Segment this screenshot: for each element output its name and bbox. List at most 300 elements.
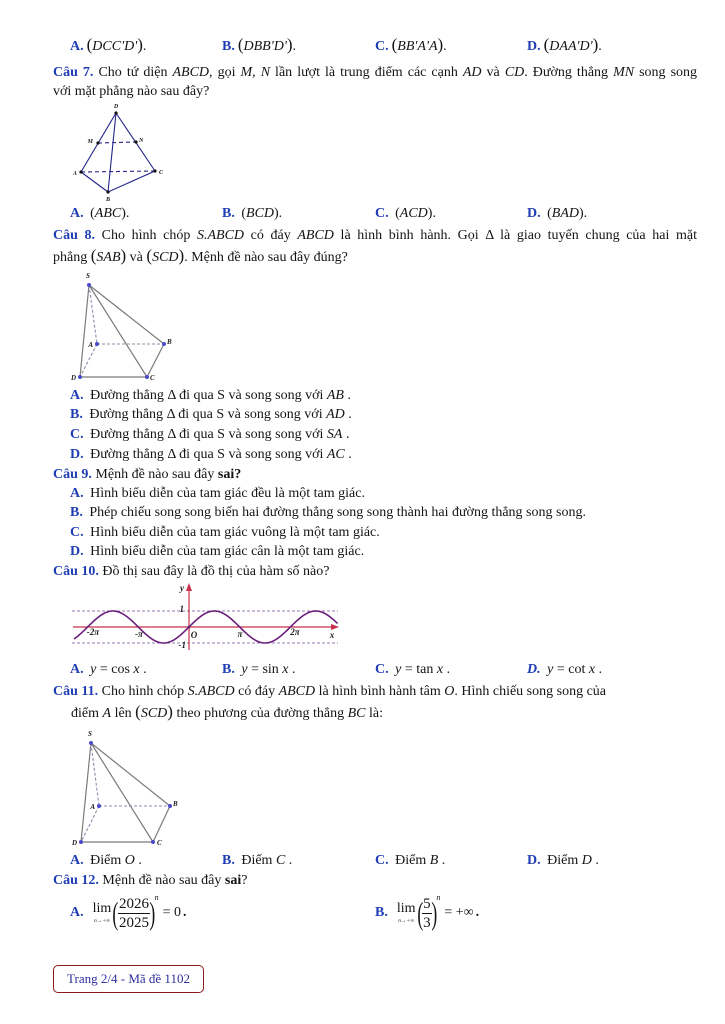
parenthesis: ( <box>237 35 244 54</box>
math-expression: MN <box>613 65 635 80</box>
text-segment: Đường thẳng <box>86 388 168 403</box>
lim-subscript: n→+∞ <box>94 917 110 924</box>
text-segment: ( <box>86 206 95 221</box>
option-text <box>543 35 602 54</box>
tick-label-minus-pi: -π <box>135 629 143 639</box>
option-text <box>392 853 446 868</box>
option-text <box>86 505 586 520</box>
edge-sa-dashed <box>89 285 97 344</box>
math-expression: S.ABCD <box>187 684 235 699</box>
math-expression: M, N <box>240 65 271 80</box>
text-segment: . <box>288 662 296 677</box>
text-segment: có đáy <box>234 684 279 699</box>
question-text <box>92 467 241 482</box>
edge-sc <box>89 285 147 377</box>
text-segment: Cho hình chóp <box>98 684 188 699</box>
option-text <box>87 447 352 462</box>
option-letter: B. <box>70 505 83 520</box>
parenthesis: ( <box>543 35 550 54</box>
text-segment: Đường thẳng <box>85 407 167 422</box>
q8-option-b[interactable] <box>70 405 352 424</box>
tick-label-pi: π <box>237 629 243 639</box>
text-segment: đi qua S và song song với <box>175 427 327 442</box>
q6-option-b[interactable] <box>222 36 296 55</box>
lim-subscript: n→+∞ <box>398 917 415 924</box>
point-n <box>134 140 137 143</box>
q8-stem-line-2 <box>53 247 348 266</box>
text-segment: . <box>343 388 351 403</box>
edge-sc <box>91 743 153 842</box>
parenthesis: ) <box>592 35 599 54</box>
point-d <box>78 375 82 379</box>
q12-stem <box>53 871 247 890</box>
option-text <box>392 662 450 677</box>
text-segment: Cho hình chóp <box>95 228 197 243</box>
text-segment: , gọi <box>209 65 241 80</box>
option-letter: C. <box>70 525 84 540</box>
y-axis-arrow-icon <box>186 583 192 591</box>
math-expression: x <box>588 662 596 677</box>
q8-option-d[interactable] <box>70 445 352 464</box>
q6-option-d[interactable] <box>527 36 602 55</box>
option-text <box>87 525 380 540</box>
numerator: 5 <box>423 895 431 912</box>
question-text <box>99 873 248 888</box>
fraction <box>118 895 150 932</box>
text-segment: Δ <box>167 388 176 403</box>
text-segment: . <box>598 39 602 54</box>
math-expression: ACD <box>399 206 428 221</box>
option-letter: A. <box>70 662 84 677</box>
text-segment: ( <box>237 206 247 221</box>
question-text <box>95 228 697 243</box>
label-c: C <box>157 839 162 847</box>
math-expression: BC <box>347 706 366 721</box>
math-expression: D <box>581 853 592 868</box>
text-segment: . Hình chiếu song song của <box>454 684 607 699</box>
label-a: A <box>90 803 95 811</box>
lim-word: lim <box>92 900 112 916</box>
math-expression: ABCD <box>172 65 210 80</box>
denominator: 3 <box>423 914 431 931</box>
text-segment: . <box>134 853 142 868</box>
option-letter: D. <box>70 544 84 559</box>
math-expression: SAB <box>96 250 121 265</box>
fraction <box>422 895 432 932</box>
tick-label-2pi: 2π <box>290 627 300 637</box>
left-paren: ( <box>112 895 119 931</box>
q11-option-c[interactable] <box>375 851 445 870</box>
exponent: n <box>436 893 441 902</box>
option-letter: A. <box>70 486 84 501</box>
text-segment: song song <box>634 65 698 80</box>
label-m: M <box>87 139 93 145</box>
option-letter: A. <box>70 905 84 920</box>
q11-stem-line-1 <box>53 682 606 701</box>
text-segment: Δ <box>167 427 176 442</box>
q9-stem <box>53 465 241 484</box>
question-number: Câu 8. <box>53 228 96 243</box>
text-segment: Điểm <box>391 853 430 868</box>
left-paren: ( <box>416 895 423 931</box>
text-segment: . <box>591 853 599 868</box>
text-segment: và <box>126 250 147 265</box>
text-segment: đi qua S và song song với <box>175 388 327 403</box>
q8-stem-line-1 <box>53 226 697 245</box>
text-segment: Mệnh đề nào sau đây <box>98 873 225 888</box>
q11-option-b[interactable] <box>222 851 292 870</box>
text-segment: = cot <box>553 662 589 677</box>
numerator: 2026 <box>118 895 149 912</box>
text-segment: theo phương của đường thẳng <box>172 706 348 721</box>
text-segment: . Đường thẳng <box>524 65 614 80</box>
q8-option-c[interactable] <box>70 425 349 444</box>
option-letter: C. <box>375 662 389 677</box>
option-letter: D. <box>527 39 541 54</box>
pyramid-figure-q11 <box>60 725 200 855</box>
option-text <box>544 206 588 221</box>
option-letter: A. <box>70 39 84 54</box>
text-segment: Điểm <box>543 853 582 868</box>
q10-option-c[interactable] <box>375 660 450 679</box>
math-expression: DCC'D' <box>92 39 138 54</box>
text-segment: . <box>285 853 293 868</box>
label-a: A <box>72 171 77 177</box>
math-expression: ABCD <box>278 684 316 699</box>
q11-stem-line-2 <box>71 703 383 722</box>
text-segment: ( <box>543 206 552 221</box>
lim-word: lim <box>396 900 416 916</box>
emphasis-text: sai? <box>217 467 242 482</box>
option-letter: B. <box>375 905 388 920</box>
parenthesis: ( <box>391 35 398 54</box>
option-letter: A. <box>70 388 84 403</box>
text-segment: Điểm <box>237 853 276 868</box>
math-expression: B <box>429 853 439 868</box>
point-d <box>114 111 117 114</box>
point-m <box>96 141 99 144</box>
math-expression: O <box>124 853 135 868</box>
question-number: Câu 9. <box>53 467 92 482</box>
origin-point <box>188 626 191 629</box>
text-segment: ( <box>391 206 400 221</box>
edge-ab <box>81 172 108 192</box>
question-number: Câu 12. <box>53 873 99 888</box>
point-a <box>97 804 101 808</box>
q6-option-a[interactable] <box>70 36 146 55</box>
question-text <box>71 702 383 721</box>
text-segment: điểm <box>71 706 103 721</box>
option-letter: B. <box>222 206 235 221</box>
q9-option-d[interactable] <box>70 542 364 561</box>
option-text <box>87 544 365 559</box>
math-expression: O <box>444 684 455 699</box>
option-text <box>237 35 296 54</box>
point-c <box>145 375 149 379</box>
q11-option-d[interactable] <box>527 851 599 870</box>
option-letter: D. <box>527 662 541 677</box>
question-text <box>93 65 697 80</box>
label-c: C <box>159 170 164 176</box>
text-segment: ). <box>121 206 130 221</box>
edge-ac-dashed <box>81 171 155 172</box>
math-expression: SCD <box>152 250 179 265</box>
text-segment: với mặt phẳng nào sau đây? <box>53 84 210 99</box>
math-expression: AC <box>326 447 345 462</box>
limit-operator <box>397 902 416 925</box>
limit-value: = +∞ <box>444 905 474 920</box>
option-letter: D. <box>70 447 84 462</box>
math-expression: BB'A'A <box>397 39 438 54</box>
option-letter: D. <box>527 206 541 221</box>
point-s <box>87 283 91 287</box>
right-paren: ) <box>431 895 437 931</box>
text-segment: là hình bình hành tâm <box>315 684 445 699</box>
math-expression: AD <box>326 407 345 422</box>
option-text <box>87 206 130 221</box>
text-segment: Mệnh đề nào sau đây <box>91 467 218 482</box>
text-segment: . <box>139 662 147 677</box>
text-segment: là hình bình hành. Gọi <box>333 228 486 243</box>
point-b <box>162 342 166 346</box>
text-segment: Hình biểu diễn của tam giác đều là một tam giác. <box>86 486 365 501</box>
text-segment: là giao tuyến chung của hai mặt <box>493 228 697 243</box>
q10-stem <box>53 562 329 581</box>
q7-option-a[interactable] <box>70 204 129 223</box>
option-text <box>544 662 602 677</box>
math-expression: x <box>133 662 140 677</box>
question-number: Câu 11. <box>53 684 99 699</box>
text-segment: . <box>595 662 603 677</box>
text-segment: và <box>481 65 505 80</box>
text-segment: có đáy <box>244 228 298 243</box>
tick-label-minus-2pi: -2π <box>86 627 100 637</box>
option-text <box>87 662 147 677</box>
q7-stem-line-2 <box>53 82 209 101</box>
math-expression: AD <box>462 65 482 80</box>
question-text <box>53 246 348 265</box>
option-letter: D. <box>527 853 541 868</box>
limit-operator <box>93 902 112 925</box>
text-segment: . <box>292 39 296 54</box>
edge-sd <box>81 743 91 842</box>
option-text <box>87 427 350 442</box>
tick-label-minus-1: -1 <box>178 640 186 650</box>
option-letter: B. <box>222 662 235 677</box>
point-a <box>95 342 99 346</box>
period: . <box>183 905 187 920</box>
edge-sb <box>91 743 170 806</box>
text-segment: Hình biểu diễn của tam giác cân là một tam giác. <box>86 544 365 559</box>
label-d: D <box>70 374 76 382</box>
sine-graph <box>65 580 350 655</box>
text-segment: Đồ thị sau đây là đồ thị của hàm số nào? <box>98 564 330 579</box>
math-expression: DAA'D' <box>549 39 593 54</box>
tick-label-1: 1 <box>179 604 184 614</box>
q11-option-a[interactable] <box>70 851 142 870</box>
option-text <box>238 206 282 221</box>
option-text <box>391 35 447 54</box>
text-segment: Phép chiếu song song biến hai đường thẳng song song thành hai đường thẳng song song. <box>85 505 586 520</box>
text-segment: lần lượt là trung điểm các cạnh <box>270 65 463 80</box>
edge-bc <box>108 171 155 192</box>
math-expression: C <box>275 853 286 868</box>
text-segment: ? <box>241 873 248 888</box>
option-letter: A. <box>70 206 84 221</box>
denominator: 2025 <box>118 914 149 931</box>
label-d: D <box>71 839 77 847</box>
text-segment: . <box>443 662 451 677</box>
period: . <box>475 905 480 920</box>
limit-value: = 0 <box>162 905 182 920</box>
option-text <box>87 853 142 868</box>
math-expression: y <box>241 662 248 677</box>
text-segment: Δ <box>166 407 175 422</box>
edge-cb <box>153 806 170 842</box>
q7-option-b[interactable] <box>222 204 282 223</box>
q9-option-b[interactable] <box>70 503 586 522</box>
parenthesis: ( <box>86 35 93 54</box>
edge-sb <box>89 285 164 344</box>
option-letter: B. <box>222 39 235 54</box>
question-text <box>98 684 606 699</box>
q6-option-c[interactable] <box>375 36 447 55</box>
parenthesis: ( <box>146 246 153 265</box>
question-number: Câu 10. <box>53 564 99 579</box>
point-b <box>168 804 172 808</box>
point-s <box>89 741 93 745</box>
text-segment: phẳng <box>53 250 91 265</box>
option-letter: C. <box>70 427 84 442</box>
segment-mn-dashed <box>98 142 136 143</box>
text-segment: = cos <box>96 662 134 677</box>
text-segment: đi qua S và song song với <box>174 407 327 422</box>
text-segment: Điểm <box>86 853 125 868</box>
q12-option-b[interactable] <box>375 894 479 932</box>
math-expression: x <box>282 662 289 677</box>
q7-option-d[interactable] <box>527 204 587 223</box>
option-letter: C. <box>375 206 389 221</box>
text-segment: Đường thẳng <box>86 427 168 442</box>
parenthesis: ) <box>178 246 185 265</box>
point-b <box>106 190 109 193</box>
q9-option-a[interactable] <box>70 484 365 503</box>
parenthesis: ( <box>135 702 141 721</box>
text-segment: ). <box>427 206 436 221</box>
text-segment: là: <box>365 706 383 721</box>
option-letter: C. <box>375 853 389 868</box>
label-b: B <box>105 197 111 203</box>
q12-option-a[interactable] <box>70 894 187 932</box>
tetrahedron-figure <box>60 100 190 205</box>
math-expression: y <box>395 662 402 677</box>
text-segment: lên <box>111 706 136 721</box>
text-segment: . <box>342 427 350 442</box>
origin-label: O <box>190 630 198 640</box>
text-segment: . <box>438 853 446 868</box>
math-expression: BCD <box>246 206 275 221</box>
parenthesis: ) <box>286 35 293 54</box>
text-segment: Δ <box>485 228 494 243</box>
point-c <box>153 169 156 172</box>
math-expression: ABCD <box>297 228 334 243</box>
math-expression: DBB'D' <box>243 39 287 54</box>
math-expression: y <box>547 662 554 677</box>
math-expression: BAD <box>551 206 580 221</box>
point-c <box>151 840 155 844</box>
option-letter: A. <box>70 853 84 868</box>
option-text <box>87 486 365 501</box>
q8-option-a[interactable] <box>70 386 351 405</box>
page-footer-badge <box>53 965 204 993</box>
label-b: B <box>173 800 178 808</box>
option-text <box>392 206 436 221</box>
parenthesis: ) <box>137 35 143 54</box>
question-text <box>99 564 330 579</box>
x-axis-label: x <box>329 630 335 640</box>
text-segment: . <box>142 39 147 54</box>
pyramid-figure-q8 <box>60 265 190 390</box>
text-segment: Đường thẳng <box>86 447 168 462</box>
text-segment: = tan <box>401 662 437 677</box>
edge-cb <box>147 344 164 377</box>
option-text <box>544 853 599 868</box>
label-b: B <box>167 338 172 346</box>
parenthesis: ) <box>437 35 444 54</box>
math-expression: ABC <box>94 206 122 221</box>
parenthesis: ( <box>90 246 97 265</box>
math-expression: A <box>102 706 112 721</box>
text-segment: ). <box>579 206 588 221</box>
q7-stem-line-1 <box>53 63 697 82</box>
option-text <box>238 662 296 677</box>
text-segment: Cho tứ diện <box>93 65 173 80</box>
q10-option-b[interactable] <box>222 660 296 679</box>
label-s: S <box>88 730 92 738</box>
text-segment: . Mệnh đề nào sau đây đúng? <box>184 250 348 265</box>
label-c: C <box>150 374 155 382</box>
q9-option-c[interactable] <box>70 523 380 542</box>
exponent: n <box>154 893 159 902</box>
math-expression: AB <box>326 388 344 403</box>
text-segment: . <box>443 39 447 54</box>
q10-option-d[interactable] <box>527 660 602 679</box>
label-a: A <box>88 341 93 349</box>
option-text <box>86 35 147 54</box>
math-expression: x <box>436 662 444 677</box>
option-letter: C. <box>375 39 389 54</box>
text-segment: = sin <box>247 662 283 677</box>
footer-text: Trang 2/4 - Mã đề 1102 <box>67 971 190 986</box>
label-d: D <box>113 104 119 110</box>
text-segment: Hình biểu diễn của tam giác vuông là một tam giác. <box>86 525 380 540</box>
point-a <box>79 170 82 173</box>
parenthesis: ) <box>120 246 127 265</box>
parenthesis: ) <box>167 702 173 721</box>
q7-option-c[interactable] <box>375 204 436 223</box>
edge-sa-dashed <box>91 743 99 806</box>
option-letter: B. <box>70 407 83 422</box>
math-expression: S.ABCD <box>196 228 245 243</box>
text-segment: . <box>344 447 352 462</box>
math-expression: SCD <box>140 706 168 721</box>
math-expression: y <box>90 662 97 677</box>
q10-option-a[interactable] <box>70 660 147 679</box>
text-segment: ). <box>274 206 283 221</box>
text-segment: . <box>344 407 352 422</box>
question-number: Câu 7. <box>53 65 94 80</box>
option-text <box>86 407 352 422</box>
